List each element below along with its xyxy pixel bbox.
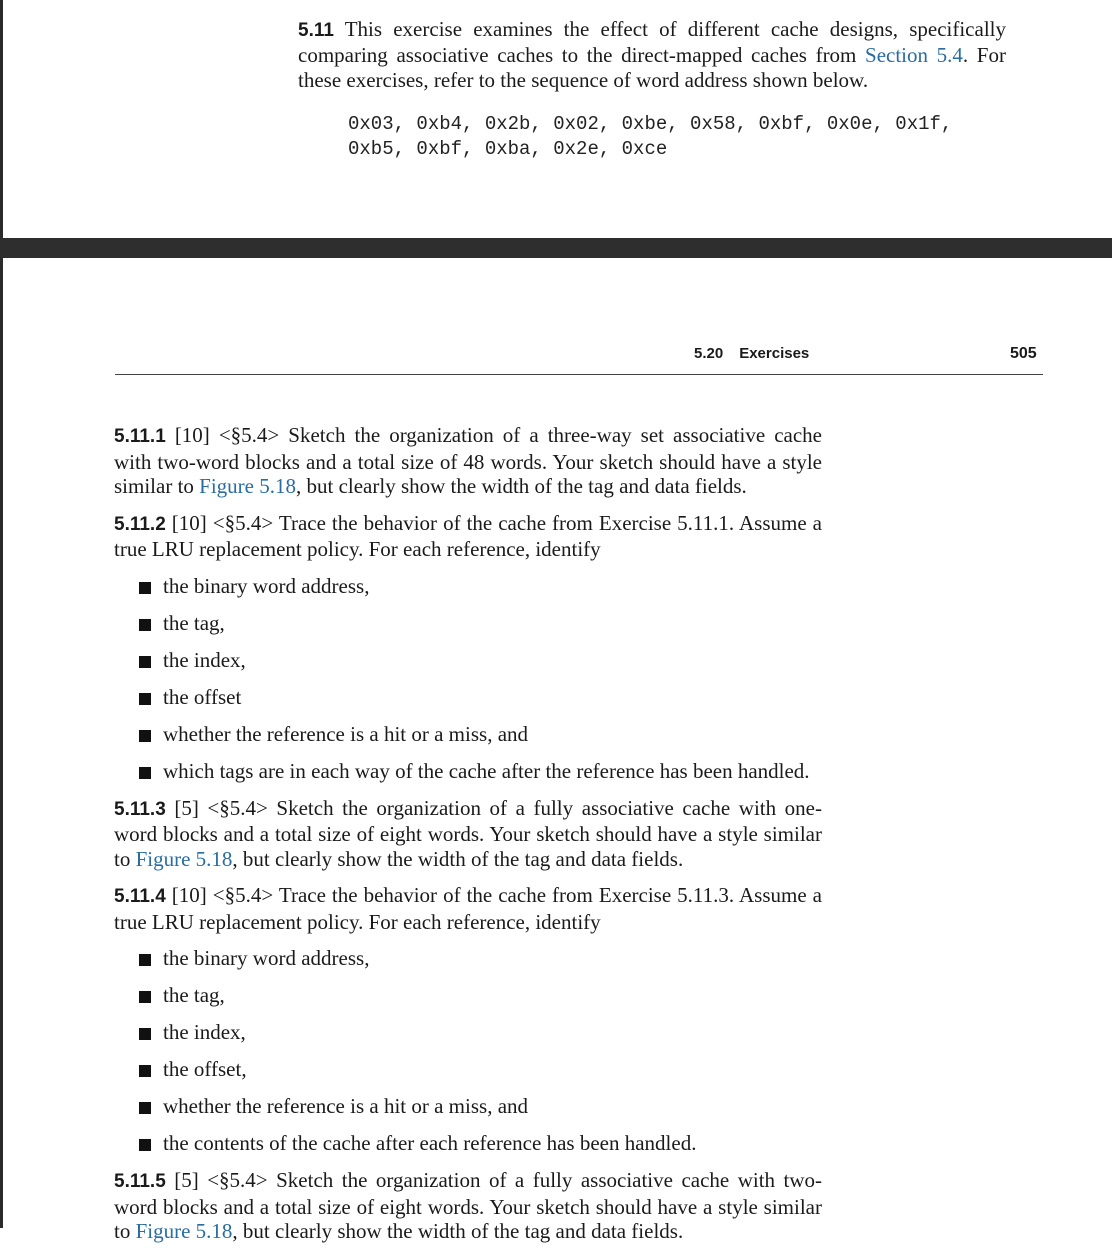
exercise-text: This exercise examines the effect of different cache designs, specifically comparing associative caches to the direct-mapped caches from	[298, 17, 1006, 67]
list-item	[114, 1131, 822, 1156]
exercise-text: , but clearly show the width of the tag and data fields.	[232, 1219, 684, 1243]
list-item-text: the offset,	[163, 1057, 247, 1081]
list-item	[114, 1057, 822, 1082]
list-item-text: the binary word address,	[163, 573, 370, 598]
exercise-text: [5] <§5.4> Sketch the organization of a fully associative cache with two-word blocks and a total size of eight words. Your sketch should have a style similar to	[114, 1168, 822, 1243]
running-head	[694, 345, 809, 362]
list-item-text: the contents of the cache after each reference has been handled.	[163, 1131, 697, 1155]
list-item-text: the tag,	[163, 610, 225, 635]
page-separator	[0, 238, 1112, 258]
exercise-number: 5.11.3	[114, 798, 166, 820]
section-link[interactable]: Section 5.4	[865, 43, 963, 67]
square-bullet-icon	[139, 1139, 151, 1151]
square-bullet-icon	[139, 954, 151, 966]
square-bullet-icon	[139, 1065, 151, 1077]
page-left-edge	[0, 0, 3, 238]
list-item	[114, 574, 822, 599]
exercise-number: 5.11.5	[114, 1171, 166, 1192]
exercise-5-11-2	[114, 511, 822, 562]
exercise-number: 5.11.1	[114, 426, 166, 447]
address-line: 0xb5, 0xbf, 0xba, 0x2e, 0xce	[348, 138, 668, 160]
list-item	[114, 983, 822, 1008]
list-item-text: the index,	[163, 1020, 246, 1044]
list-item	[114, 946, 822, 971]
address-sequence	[348, 112, 952, 162]
list-item-text: the tag,	[163, 983, 225, 1007]
list-item-text: which tags are in each way of the cache after the reference has been handled.	[163, 758, 810, 783]
list-item	[114, 722, 822, 747]
list-item	[114, 1094, 822, 1119]
figure-link[interactable]: Figure 5.18	[199, 474, 296, 498]
figure-link[interactable]: Figure 5.18	[135, 846, 233, 871]
square-bullet-icon	[139, 991, 151, 1003]
exercise-number: 5.11.4	[114, 886, 166, 907]
list-item-text: the binary word address,	[163, 946, 370, 970]
exercise-5-11-4	[114, 883, 822, 934]
exercise-number: 5.11.2	[114, 513, 166, 535]
square-bullet-icon	[139, 1102, 151, 1114]
exercise-number: 5.11	[298, 20, 334, 41]
exercise-text: [10] <§5.4> Trace the behavior of the cache from Exercise 5.11.3. Assume a true LRU replacement policy. For each reference, identify	[114, 883, 822, 934]
exercise-5-11-1	[114, 423, 822, 499]
bullet-list	[114, 946, 822, 1156]
square-bullet-icon	[139, 730, 151, 742]
square-bullet-icon	[139, 619, 151, 631]
address-line: 0x03, 0xb4, 0x2b, 0x02, 0xbe, 0x58, 0xbf, 0x0e, 0x1f,	[348, 113, 953, 135]
exercise-text: , but clearly show the width of the tag and data fields.	[296, 474, 747, 498]
list-item-text: the offset	[163, 684, 242, 709]
header-rule	[115, 374, 1043, 375]
list-item-text: whether the reference is a hit or a miss, and	[163, 721, 529, 746]
exercise-text: [5] <§5.4> Sketch the organization of a fully associative cache with one-word blocks and a total size of eight words. Your sketch should have a style similar to	[114, 795, 822, 871]
exercise-text: [10] <§5.4> Sketch the organization of a three-way set associative cache with two-word blocks and a total size of 48 words. Your sketch should have a style similar to	[114, 423, 822, 498]
exercise-text: . For these exercises, refer to the sequence of word address shown below.	[298, 43, 1006, 92]
running-head-title: Exercises	[739, 345, 810, 362]
list-item-text: the index,	[163, 647, 246, 672]
figure-link[interactable]: Figure 5.18	[135, 1219, 233, 1243]
exercises-body	[114, 423, 822, 1256]
exercise-5-11-5	[114, 1168, 822, 1244]
list-item	[114, 685, 822, 710]
list-item	[114, 648, 822, 673]
list-item	[114, 611, 822, 636]
list-item-text: whether the reference is a hit or a miss, and	[163, 1094, 529, 1118]
list-item	[114, 759, 822, 784]
exercise-5-11-intro	[298, 17, 1006, 93]
list-item	[114, 1020, 822, 1045]
exercise-text: [10] <§5.4> Trace the behavior of the cache from Exercise 5.11.1. Assume a true LRU replacement policy. For each reference, identify	[114, 510, 822, 561]
square-bullet-icon	[139, 693, 151, 705]
page-number: 505	[1010, 345, 1037, 362]
running-head-section: 5.20	[694, 345, 724, 362]
square-bullet-icon	[139, 767, 151, 779]
square-bullet-icon	[139, 1028, 151, 1040]
square-bullet-icon	[139, 582, 151, 594]
square-bullet-icon	[139, 656, 151, 668]
exercise-text: , but clearly show the width of the tag and data fields.	[232, 846, 684, 871]
bullet-list	[114, 574, 822, 784]
page-left-edge	[0, 258, 3, 1228]
exercise-5-11-3	[114, 796, 822, 872]
